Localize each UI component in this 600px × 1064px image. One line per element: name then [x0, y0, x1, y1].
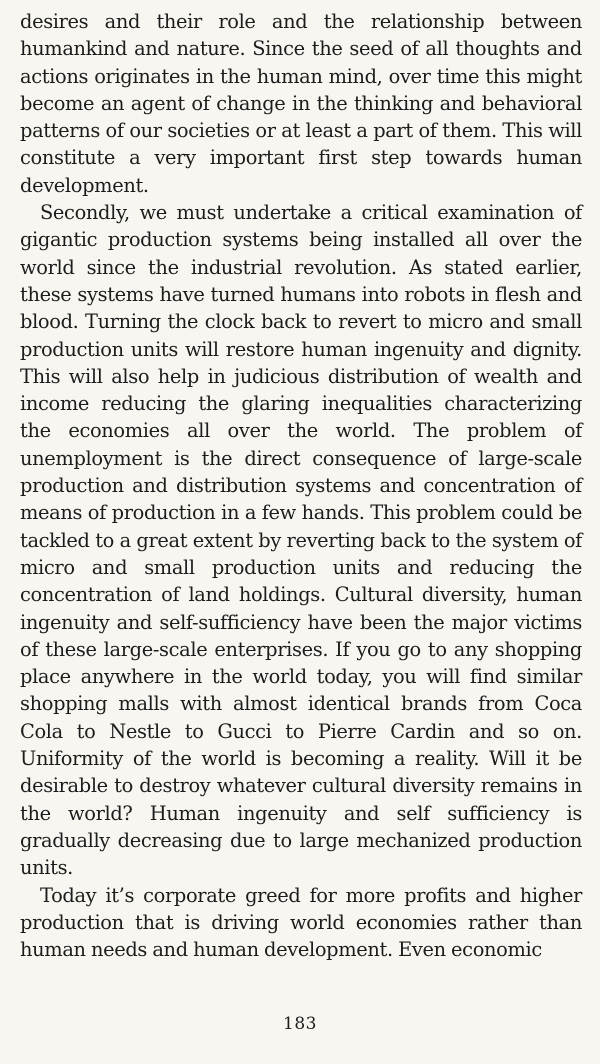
body-text — [20, 8, 582, 963]
paragraph-continued: desires and their role and the relationship between humankind and nature. Since the seed of all thoughts and actions originates in the human mind, over time this might become an agent of change in the thinking and behavioral patterns of our societies or at least a part of them. This will constitute a very important first step towards human development. — [20, 10, 582, 197]
paragraph-corporate-greed: Today it’s corporate greed for more profits and higher production that is driving world economies rather than human needs and human development. Even economic — [20, 883, 582, 962]
page-number: 183 — [283, 1014, 317, 1034]
paragraph-secondly: Secondly, we must undertake a critical examination of gigantic production systems being installed all over the world since the industrial revolution. As stated earlier, these systems have turned humans into robots in flesh and blood. Turning the clock back to revert to micro and small production units will restore human ingenuity and dignity. This will also help in judicious distribution of wealth and income reducing the glaring inequalities characterizing the economies all over the world. The problem of unemployment is the direct consequence of large-scale production and distribution systems and concentration of means of production in a few hands. This problem could be tackled to a great extent by reverting back to the system of micro and small production units and reducing the concentration of land holdings. Cultural diversity, human ingenuity and self-sufficiency have been the major victims of these large-scale enterprises. If you go to any shopping place anywhere in the world today, you will find similar shopping malls with almost identical brands from Coca Cola to Nestle to Gucci to Pierre Cardin and so on. Uniformity of the world is becoming a reality. Will it be desirable to destroy whatever cultural diversity remains in the world? Human ingenuity and self sufficiency is gradually decreasing due to large mechanized production units. — [20, 201, 582, 880]
